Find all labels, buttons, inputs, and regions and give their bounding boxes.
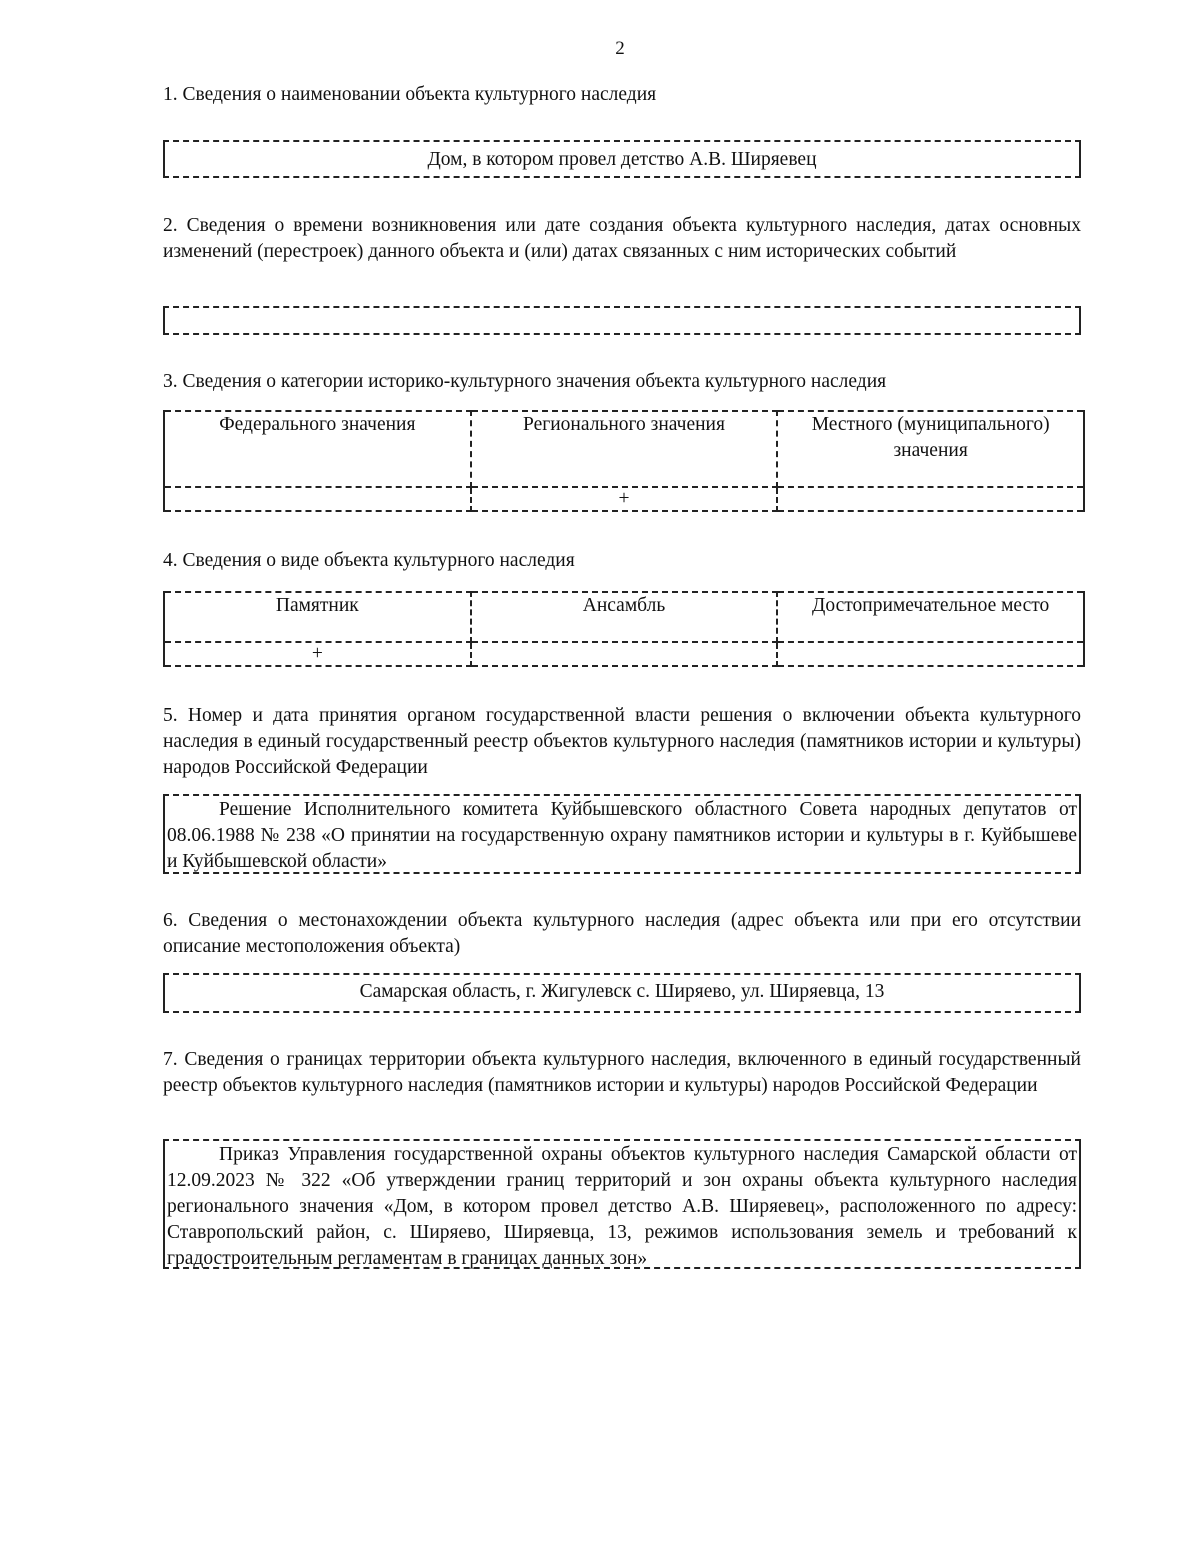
page-number: 2: [615, 38, 625, 59]
category-local-mark: [777, 487, 1084, 511]
type-landmark-header: Достопримечательное место: [777, 592, 1084, 642]
section-1-heading: 1. Сведения о наименовании объекта культурного наследия: [163, 84, 657, 105]
type-table: [163, 591, 1085, 667]
object-address: Самарская область, г. Жигулевск с. Ширяево, ул. Ширяевца, 13: [359, 981, 885, 1002]
section-5-box: [163, 794, 1081, 874]
category-federal-mark: [164, 487, 471, 511]
type-ensemble-mark: [471, 642, 778, 666]
type-monument-mark: +: [164, 642, 471, 666]
category-regional-header: Регионального значения: [471, 411, 778, 487]
registry-decision: Решение Исполнительного комитета Куйбышевского областного Совета народных депутатов от 08.06.1988 № 238 «О принятии на государственную охрану памятников истории и культуры в г. Куйбышеве и Куйбышевской области»: [167, 799, 1077, 872]
category-local-header: Местного (муниципального) значения: [777, 411, 1084, 487]
section-7-heading: 7. Сведения о границах территории объекта культурного наследия, включенного в единый государственный реестр объектов культурного наследия (памятников истории и культуры) народов Российской Федерации: [163, 1049, 1081, 1096]
section-1-box: [163, 140, 1081, 178]
section-5-heading: 5. Номер и дата принятия органом государственной власти решения о включении объекта культурного наследия в единый государственный реестр объектов культурного наследия (памятников истории и культуры) народов Российской Федерации: [163, 705, 1081, 778]
type-monument-header: Памятник: [164, 592, 471, 642]
section-2-heading: 2. Сведения о времени возникновения или дате создания объекта культурного наследия, датах основных изменений (перестроек) данного объекта и (или) датах связанных с ним исторических событий: [163, 215, 1081, 262]
type-ensemble-header: Ансамбль: [471, 592, 778, 642]
category-table: [163, 410, 1085, 512]
type-landmark-mark: [777, 642, 1084, 666]
boundaries-order: Приказ Управления государственной охраны объектов культурного наследия Самарской области от 12.09.2023 № 322 «Об утверждении границ территорий и зон охраны объекта культурного наследия регионального значения «Дом, в котором провел детство А.В. Ширяевец», расположенного по адресу: Ставропольский район, с. Ширяево, Ширяевца, 13, режимов использования земель и требований к градостроительным регламентам в границах данных зон»: [167, 1144, 1077, 1269]
section-4-heading: 4. Сведения о виде объекта культурного наследия: [163, 550, 575, 571]
object-name: Дом, в котором провел детство А.В. Ширяевец: [427, 149, 817, 170]
section-7-box: [163, 1139, 1081, 1269]
section-2-box: [163, 306, 1081, 335]
category-regional-mark: +: [471, 487, 778, 511]
section-3-heading: 3. Сведения о категории историко-культурного значения объекта культурного наследия: [163, 371, 887, 392]
category-federal-header: Федерального значения: [164, 411, 471, 487]
section-6-box: [163, 973, 1081, 1013]
section-6-heading: 6. Сведения о местонахождении объекта культурного наследия (адрес объекта или при его отсутствии описание местоположения объекта): [163, 910, 1081, 957]
